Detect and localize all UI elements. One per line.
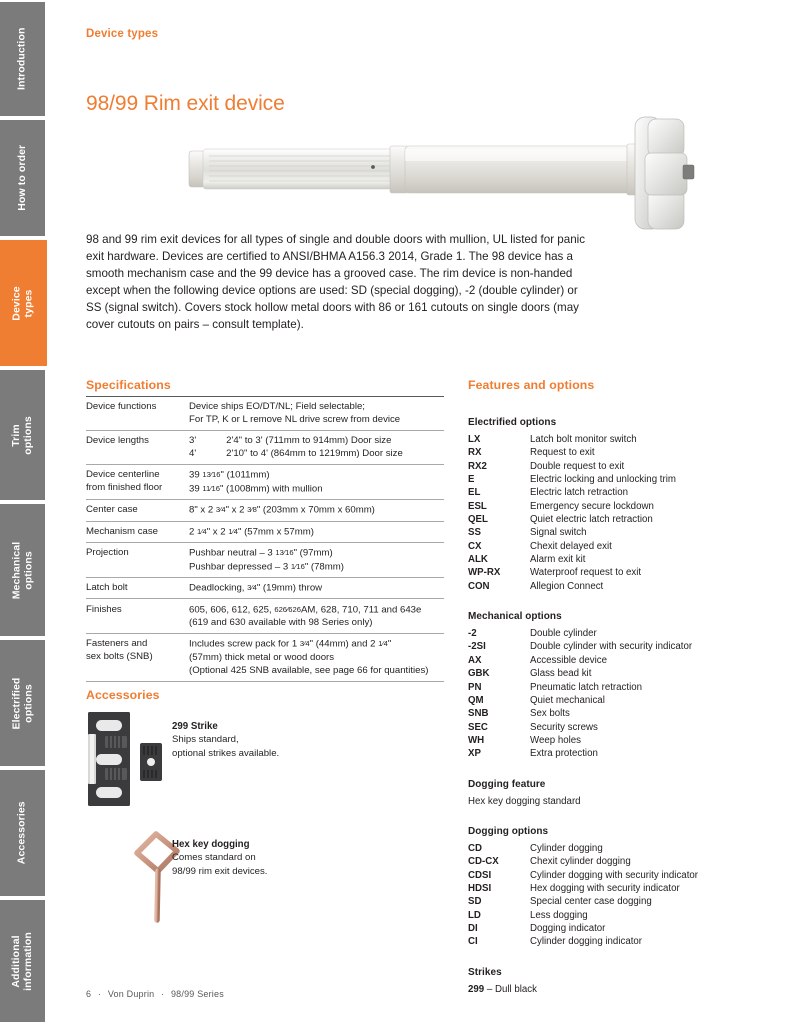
option-code: CON: [468, 580, 490, 592]
accessory-title: Hex key dogging: [172, 839, 250, 850]
spec-row-value: 3' 2'4" to 3' (711mm to 914mm) Door size 4' 2'10" to 4' (864mm to 1219mm) Door size: [189, 435, 403, 460]
accessories-section: [86, 688, 446, 877]
spec-row: [86, 578, 444, 599]
option-row: [468, 694, 788, 707]
option-code: PN: [468, 681, 482, 693]
spec-row-label: Finishes: [86, 603, 122, 615]
option-code: WH: [468, 734, 485, 746]
spec-row-label: Fasteners and sex bolts (SNB): [86, 638, 153, 663]
option-description: Electric latch retraction: [530, 487, 628, 499]
sidebar-tab-mechanical-options[interactable]: [0, 502, 47, 638]
option-code: EL: [468, 487, 481, 499]
spec-row-label: Projection: [86, 547, 129, 559]
intro-paragraph: 98 and 99 rim exit devices for all types of single and double doors with mullion, UL listed for panic exit hardware. Devices are certified to ANSI/BHMA A156.3 2014, Grade 1. The 98 device has a smooth mechanism case and the 99 device has a grooved case. The rim device is non-handed except when the following device options are used: SD (special dogging), -2 (double cylinder) or SS (signal switch). Covers stock hollow metal doors with 86 or 161 cutouts on single doors (may cover cutouts on pairs – consult template).: [86, 233, 586, 331]
sidebar-tab-accessories[interactable]: [0, 768, 47, 898]
option-row: [468, 446, 788, 459]
option-description: Accessible device: [530, 654, 607, 666]
specifications-heading: Specifications: [86, 378, 171, 392]
spec-row-value: 8" x 2 3⁄4" x 2 3⁄8" (203mm x 70mm x 60mm): [189, 504, 375, 516]
option-code: GBK: [468, 668, 490, 680]
footer-brand: Von Duprin: [107, 989, 155, 999]
option-description: Double cylinder with security indicator: [530, 641, 693, 653]
option-code: CD: [468, 842, 482, 854]
option-row: [468, 707, 788, 720]
option-code: ALK: [468, 554, 488, 566]
option-description: Electric locking and unlocking trim: [530, 474, 676, 486]
footer-page-number: 6: [86, 989, 92, 999]
strike-photo: [86, 710, 166, 813]
option-code: QEL: [468, 514, 488, 526]
option-description: Cylinder dogging: [530, 842, 603, 854]
features-heading: Features and options: [468, 378, 595, 392]
option-description: Quiet electric latch retraction: [530, 514, 653, 526]
spec-row: [86, 430, 444, 464]
sidebar-tab-label: Trim options: [9, 415, 34, 455]
sidebar-tab-introduction[interactable]: [0, 0, 47, 118]
sidebar-tab-label: Device types: [11, 285, 35, 321]
sidebar-tab-label: Introduction: [15, 27, 28, 91]
dogging-feature-text: Hex key dogging standard: [468, 795, 581, 807]
option-code: SS: [468, 527, 481, 539]
option-code: CD-CX: [468, 856, 499, 868]
option-row: [468, 869, 788, 882]
group-heading-dogging-feature: Dogging feature: [468, 778, 546, 790]
accessory-title: 299 Strike: [172, 721, 218, 732]
option-code: RX2: [468, 460, 487, 472]
option-list-mechanical-options: [468, 627, 788, 760]
option-row: [468, 721, 788, 734]
page-title: 98/99 Rim exit device: [86, 92, 285, 115]
option-row: [468, 882, 788, 895]
option-row: [468, 747, 788, 760]
product-photo-rim-exit-device: [183, 113, 698, 238]
option-code: LX: [468, 434, 481, 445]
spec-row: [86, 634, 444, 682]
spec-row: [86, 542, 444, 577]
spec-row-label: Device functions: [86, 401, 157, 413]
footer-separator: ·: [97, 989, 102, 999]
spec-row-value: 2 1⁄4" x 2 1⁄4" (57mm x 57mm): [189, 526, 314, 538]
option-description: Dogging indicator: [530, 923, 606, 935]
option-code: SD: [468, 896, 482, 908]
option-code: SNB: [468, 708, 489, 720]
spec-row-value: Pushbar neutral – 3 13⁄16" (97mm) Pushbar depressed – 3 1⁄16" (78mm): [189, 547, 344, 573]
option-row: [468, 566, 788, 579]
option-row: [468, 842, 788, 855]
strikes-text: 299 – Dull black: [468, 983, 537, 995]
option-row: [468, 460, 788, 473]
spec-row: [86, 521, 444, 542]
option-code: ESL: [468, 500, 487, 512]
option-code: -2: [468, 628, 477, 640]
option-description: Sex bolts: [530, 708, 570, 720]
option-code: SEC: [468, 721, 488, 733]
option-description: Hex dogging with security indicator: [530, 883, 680, 894]
option-row: [468, 855, 788, 868]
footer-series: 98/99 Series: [170, 989, 224, 999]
accessories-heading: Accessories: [86, 688, 160, 702]
option-row: [468, 922, 788, 935]
option-description: Cylinder dogging with security indicator: [530, 869, 698, 881]
option-row: [468, 681, 788, 694]
option-row: [468, 895, 788, 908]
sidebar-tab-label: Additional information: [10, 931, 34, 991]
spec-row-label: Latch bolt: [86, 582, 128, 594]
option-row: [468, 909, 788, 922]
group-heading-electrified-options: Electrified options: [468, 417, 557, 428]
option-row: [468, 540, 788, 553]
option-list-dogging-options: [468, 842, 788, 949]
spec-row-label: Mechanism case: [86, 525, 158, 537]
option-code: CDSI: [468, 869, 492, 881]
spec-row-value: Deadlocking, 3⁄4" (19mm) throw: [189, 582, 323, 594]
sidebar-tab-label: How to order: [15, 145, 28, 211]
accessory-line: 98/99 rim exit devices.: [172, 865, 268, 877]
option-code: DI: [468, 923, 478, 935]
option-code: LD: [468, 909, 481, 921]
option-list-electrified-options: [468, 433, 788, 593]
eyebrow-device-types: Device types: [86, 28, 159, 40]
sidebar-tab-label: Mechanical options: [10, 541, 34, 599]
option-row: [468, 473, 788, 486]
option-row: [468, 500, 788, 513]
option-code: RX: [468, 447, 482, 459]
option-code: AX: [468, 654, 482, 666]
option-description: Less dogging: [530, 909, 588, 921]
spec-row-value: Includes screw pack for 1 3⁄4" (44mm) and 2 1⁄4" (57mm) thick metal or wood doors (Optional 425 SNB available, see page 66 for quantities): [189, 638, 429, 677]
option-description: Glass bead kit: [530, 668, 592, 680]
option-row: [468, 654, 788, 667]
sidebar-tab-label: Electrified options: [10, 677, 34, 729]
group-heading-strikes: Strikes: [468, 966, 502, 978]
spec-row: [86, 599, 444, 634]
accessory-caption-hex-key-dogging: [172, 838, 362, 878]
features-and-options-section: [468, 378, 788, 996]
accessory-caption-299-strike: [172, 720, 352, 760]
specifications-section: [86, 378, 444, 682]
group-heading-dogging-options: Dogging options: [468, 825, 549, 837]
option-description: Chexit cylinder dogging: [530, 856, 631, 868]
option-code: -2SI: [468, 641, 486, 653]
option-code: HDSI: [468, 883, 492, 894]
option-row: [468, 580, 788, 593]
accessory-line: Comes standard on: [172, 852, 256, 864]
spec-row: [86, 397, 444, 431]
option-description: Cylinder dogging indicator: [530, 936, 643, 948]
page-footer: [86, 989, 224, 999]
option-row: [468, 667, 788, 680]
option-row: [468, 526, 788, 539]
option-description: Waterproof request to exit: [530, 567, 642, 579]
spec-row-label: Device lengths: [86, 435, 149, 447]
option-row: [468, 627, 788, 640]
option-description: Extra protection: [530, 748, 598, 760]
spec-row: [86, 500, 444, 521]
spec-row: [86, 464, 444, 499]
option-code: WP-RX: [468, 567, 501, 579]
sidebar-tab-label: Accessories: [15, 801, 28, 865]
option-row: [468, 486, 788, 499]
footer-separator: ·: [161, 989, 165, 999]
option-code: XP: [468, 748, 481, 760]
option-description: Quiet mechanical: [530, 694, 605, 706]
option-description: Special center case dogging: [530, 896, 652, 908]
option-row: [468, 935, 788, 948]
option-code: E: [468, 474, 475, 486]
option-description: Chexit delayed exit: [530, 540, 612, 552]
option-row: [468, 734, 788, 747]
option-code: QM: [468, 694, 484, 706]
specifications-table: [86, 396, 444, 682]
spec-row-label: Device centerline from finished floor: [86, 469, 163, 494]
accessory-line: Ships standard,: [172, 734, 239, 746]
spec-row-value: 39 13⁄16" (1011mm) 39 11⁄16" (1008mm) with mullion: [189, 469, 323, 495]
spec-row-label: Center case: [86, 504, 138, 516]
option-description: Security screws: [530, 721, 598, 733]
group-heading-mechanical-options: Mechanical options: [468, 611, 562, 623]
option-code: CX: [468, 540, 482, 552]
sidebar-tab-additional-information[interactable]: [0, 898, 47, 1024]
sidebar-tab-device-types[interactable]: [0, 238, 47, 368]
option-row: [468, 640, 788, 653]
option-description: Latch bolt monitor switch: [530, 434, 637, 445]
option-code: CI: [468, 936, 478, 948]
option-description: Allegion Connect: [530, 580, 604, 592]
option-description: Signal switch: [530, 527, 587, 539]
option-description: Pneumatic latch retraction: [530, 681, 642, 693]
spec-row-value: 605, 606, 612, 625, 626⁄626AM, 628, 710, 711 and 643e (619 and 630 available with 98 Series only): [189, 604, 422, 629]
option-row: [468, 433, 788, 446]
page-content: [86, 0, 791, 1024]
option-description: Alarm exit kit: [530, 554, 586, 566]
spec-row-value: Device ships EO/DT/NL; Field selectable; For TP, K or L remove NL drive screw from device: [189, 401, 401, 426]
option-description: Emergency secure lockdown: [530, 500, 654, 512]
sidebar-tab-electrified-options[interactable]: [0, 638, 47, 768]
option-description: Request to exit: [530, 447, 595, 459]
accessory-line: optional strikes available.: [172, 747, 280, 759]
option-description: Double request to exit: [530, 460, 625, 472]
sidebar-tabs: [0, 0, 47, 1024]
option-description: Double cylinder: [530, 628, 597, 640]
sidebar-tab-trim-options[interactable]: [0, 368, 47, 502]
option-row: [468, 513, 788, 526]
option-row: [468, 553, 788, 566]
sidebar-tab-how-to-order[interactable]: [0, 118, 47, 238]
option-description: Weep holes: [530, 734, 581, 746]
